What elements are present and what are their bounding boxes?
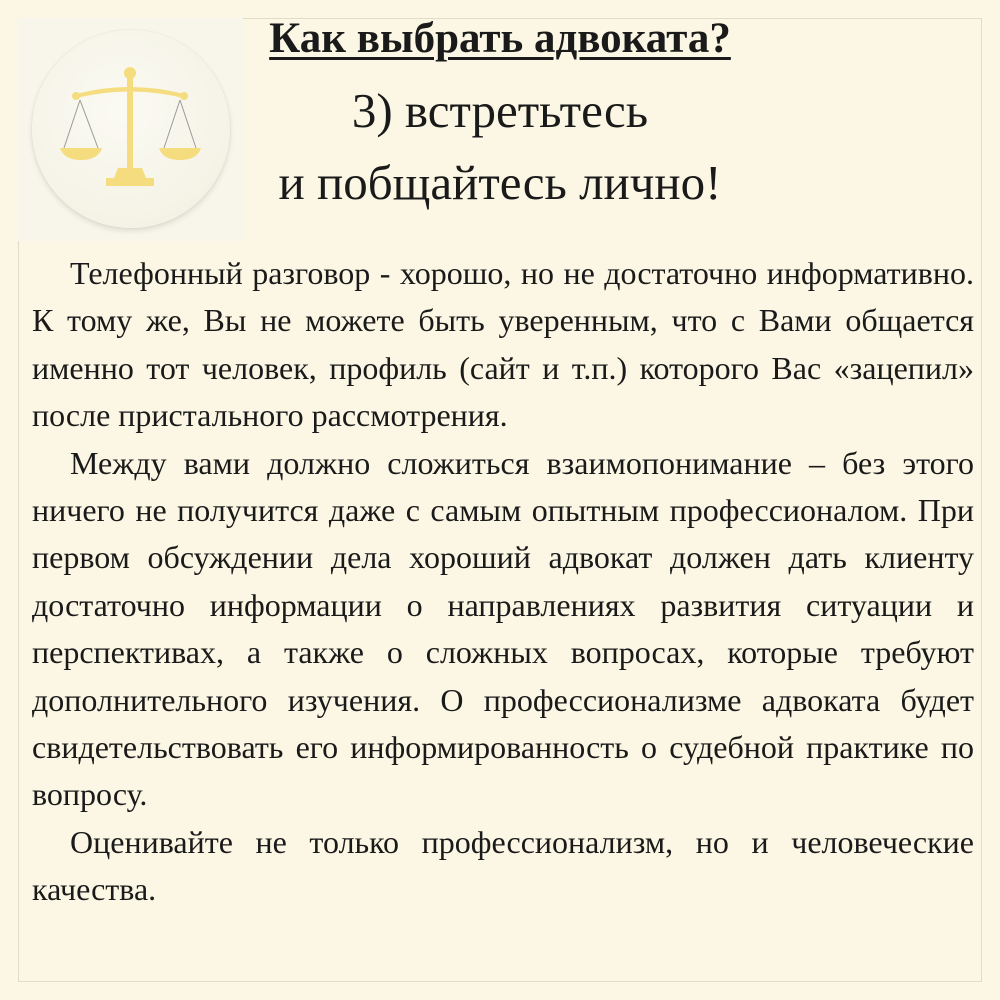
page-subtitle (230, 75, 770, 219)
page-title: Как выбрать адвоката? (269, 15, 731, 62)
logo (18, 18, 243, 241)
paragraph-3: Оценивайте не только профессионализм, но и человеческие качества. (32, 823, 974, 908)
article-body (32, 250, 974, 914)
paragraph-2: Между вами должно сложиться взаимопонимание – без этого ничего не получится даже с самым опытным профессионалом. При первом обсуждении дела хороший адвокат должен дать клиенту достаточно информации о направлениях развития ситуации и перспективах, а также о сложных вопросах, которые требуют дополнительного изучения. О профессионализме адвоката будет свидетельствовать его информированность о судебной практике по вопросу. (32, 444, 974, 813)
scales-of-justice-icon (18, 18, 243, 241)
paragraph-1: Телефонный разговор - хорошо, но не достаточно информативно. К тому же, Вы не можете быть уверенным, что с Вами общается именно тот человек, профиль (сайт и т.п.) которого Вас «зацепил» после пристального рассмотрения. (32, 255, 974, 434)
subtitle-line-1: 3) встретьтесь (351, 83, 649, 138)
subtitle-line-2: и побщайтесь лично! (278, 155, 722, 210)
